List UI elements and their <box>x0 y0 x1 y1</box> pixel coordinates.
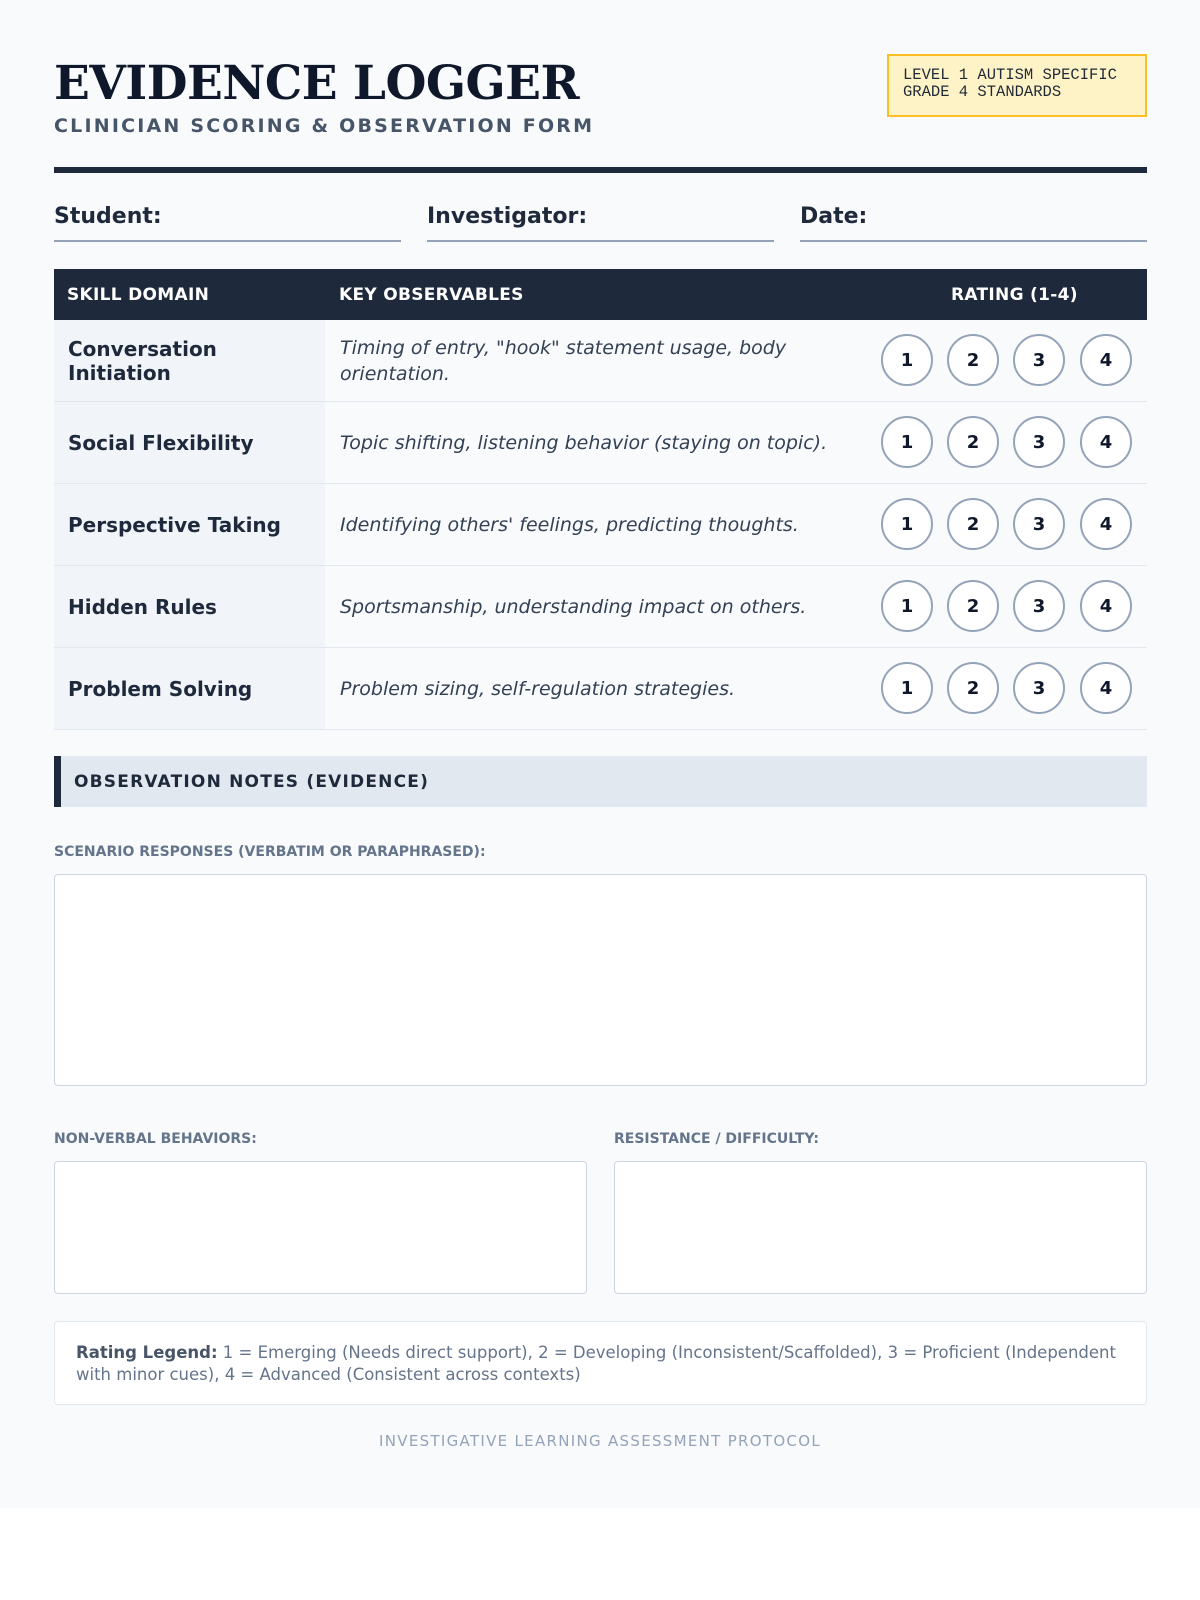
rating-option-1[interactable]: 1 <box>881 416 933 468</box>
table-row <box>54 320 1147 402</box>
rating-option-2[interactable]: 2 <box>947 662 999 714</box>
rating-legend <box>54 1321 1147 1405</box>
rating-option-3[interactable]: 3 <box>1013 334 1065 386</box>
skill-domain-cell: Problem Solving <box>54 648 325 729</box>
student-field[interactable]: Student: <box>54 198 401 242</box>
resistance-difficulty-label: RESISTANCE / DIFFICULTY: <box>614 1131 819 1147</box>
table-row <box>54 402 1147 484</box>
rating-option-2[interactable]: 2 <box>947 416 999 468</box>
column-header-rating: RATING (1-4) <box>951 285 1078 305</box>
resistance-difficulty-box[interactable] <box>614 1161 1147 1294</box>
standards-badge <box>887 54 1147 117</box>
investigator-field[interactable]: Investigator: <box>427 198 774 242</box>
page-title: EVIDENCE LOGGER <box>54 56 580 111</box>
rating-option-4[interactable]: 4 <box>1080 416 1132 468</box>
key-observables-cell: Problem sizing, self-regulation strategies. <box>340 677 736 700</box>
footer-text: INVESTIGATIVE LEARNING ASSESSMENT PROTOCOL <box>379 1432 821 1450</box>
rating-option-4[interactable]: 4 <box>1080 580 1132 632</box>
rating-option-3[interactable]: 3 <box>1013 662 1065 714</box>
page-subtitle: CLINICIAN SCORING & OBSERVATION FORM <box>54 115 595 137</box>
skill-domain-cell: Conversation Initiation <box>54 320 325 401</box>
rating-option-1[interactable]: 1 <box>881 662 933 714</box>
rating-legend-label: Rating Legend: <box>76 1343 218 1362</box>
rating-option-3[interactable]: 3 <box>1013 580 1065 632</box>
skill-domain-cell: Perspective Taking <box>54 484 325 565</box>
table-row <box>54 648 1147 730</box>
rating-option-1[interactable]: 1 <box>881 334 933 386</box>
column-header-key-observables: KEY OBSERVABLES <box>339 285 524 305</box>
skill-domain-cell: Social Flexibility <box>54 402 325 483</box>
rating-option-3[interactable]: 3 <box>1013 416 1065 468</box>
table-row <box>54 484 1147 566</box>
key-observables-cell: Topic shifting, listening behavior (staying on topic). <box>340 431 828 454</box>
rating-option-2[interactable]: 2 <box>947 580 999 632</box>
rating-option-4[interactable]: 4 <box>1080 334 1132 386</box>
key-observables-cell: Timing of entry, "hook" statement usage, body orientation. <box>340 336 787 385</box>
skill-domain-cell: Hidden Rules <box>54 566 325 647</box>
scenario-responses-label: SCENARIO RESPONSES (VERBATIM OR PARAPHRASED): <box>54 844 486 860</box>
table-row <box>54 566 1147 648</box>
rating-option-2[interactable]: 2 <box>947 498 999 550</box>
rating-option-2[interactable]: 2 <box>947 334 999 386</box>
header-divider <box>54 167 1147 173</box>
scenario-responses-box[interactable] <box>54 874 1147 1086</box>
non-verbal-behaviors-label: NON-VERBAL BEHAVIORS: <box>54 1131 257 1147</box>
rating-option-1[interactable]: 1 <box>881 498 933 550</box>
column-header-skill-domain: SKILL DOMAIN <box>67 285 210 305</box>
rating-table <box>54 269 1147 730</box>
key-observables-cell: Identifying others' feelings, predicting thoughts. <box>340 513 799 536</box>
date-field[interactable]: Date: <box>800 198 1147 242</box>
badge-line-2: GRADE 4 STANDARDS <box>903 83 1062 101</box>
badge-line-1: LEVEL 1 AUTISM SPECIFIC <box>903 66 1117 84</box>
table-header <box>54 269 1147 320</box>
rating-option-1[interactable]: 1 <box>881 580 933 632</box>
observation-notes-header: OBSERVATION NOTES (EVIDENCE) <box>54 756 1147 807</box>
rating-option-4[interactable]: 4 <box>1080 662 1132 714</box>
non-verbal-behaviors-box[interactable] <box>54 1161 587 1294</box>
key-observables-cell: Sportsmanship, understanding impact on others. <box>340 595 807 618</box>
rating-legend-text: 1 = Emerging (Needs direct support), 2 = Developing (Inconsistent/Scaffolded), 3 = Proficient (Independent with minor cues), 4 = Advanced (Consistent across contexts) <box>76 1343 1116 1384</box>
rating-option-4[interactable]: 4 <box>1080 498 1132 550</box>
rating-option-3[interactable]: 3 <box>1013 498 1065 550</box>
